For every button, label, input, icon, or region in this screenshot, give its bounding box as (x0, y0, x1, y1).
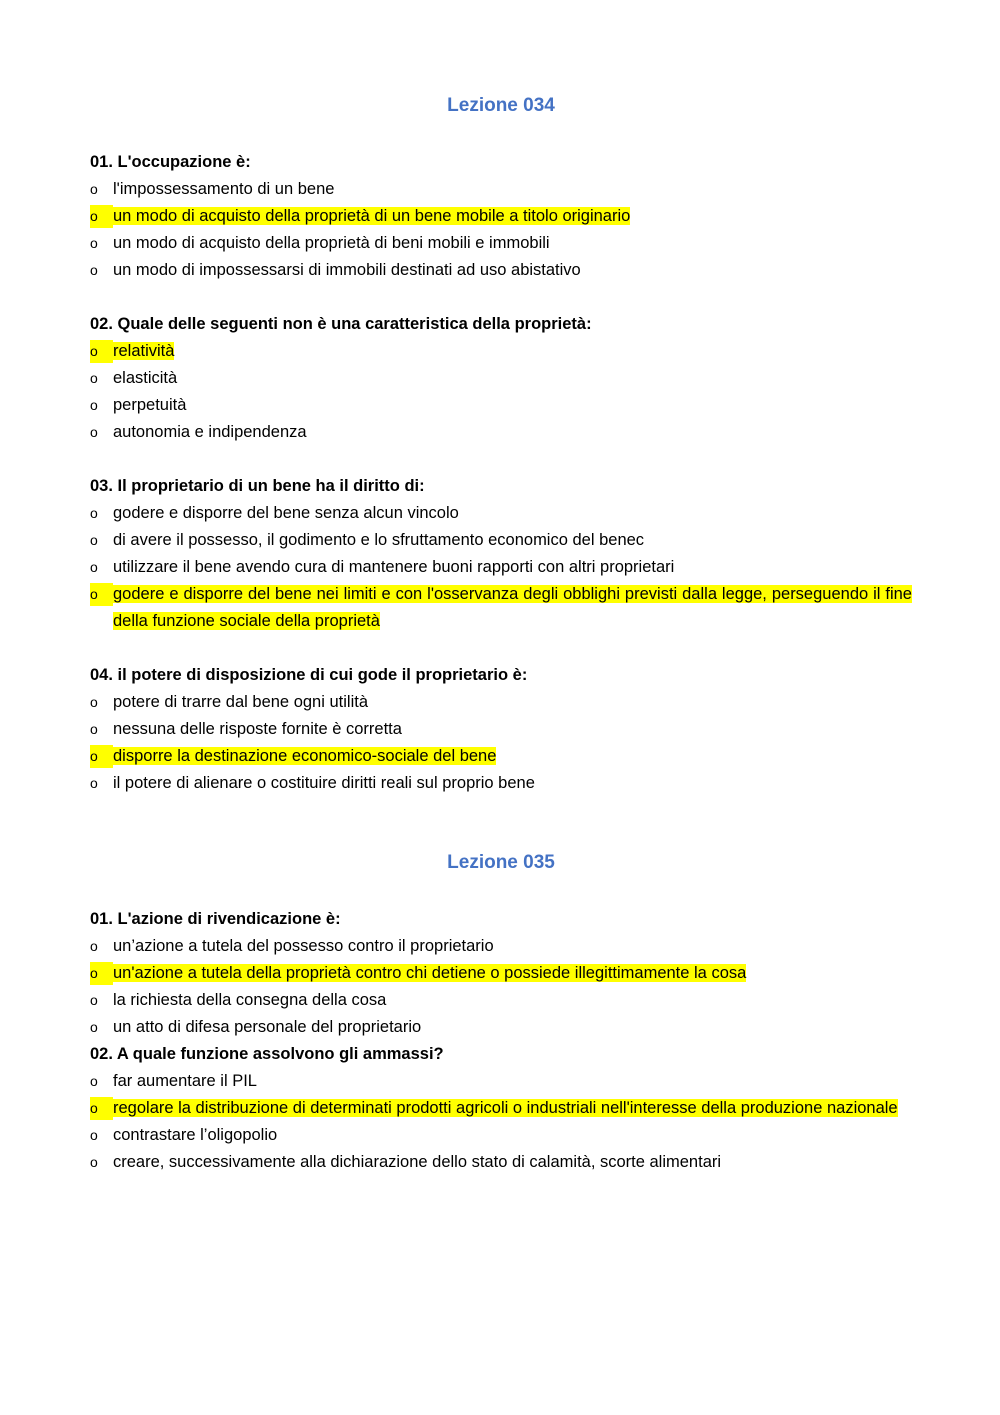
option-text: l'impossessamento di un bene (113, 180, 335, 198)
option-text: utilizzare il bene avendo cura di mantenere buoni rapporti con altri proprietari (113, 558, 675, 576)
question-block (90, 149, 912, 284)
answer-option (90, 257, 912, 284)
answer-option (90, 365, 912, 392)
bullet-glyph: o (90, 559, 98, 575)
document-page (90, 92, 912, 1203)
question-block (90, 311, 912, 446)
option-text: contrastare l’oligopolio (113, 1126, 278, 1144)
option-text: il potere di alienare o costituire diritti reali sul proprio bene (113, 774, 535, 792)
bullet-glyph: o (90, 505, 98, 521)
bullet-glyph: o (90, 340, 113, 363)
option-text: nessuna delle risposte fornite è corretta (113, 720, 402, 738)
answer-option (90, 176, 912, 203)
question-heading: 02. Quale delle seguenti non è una caratteristica della proprietà: (90, 315, 592, 333)
option-text: un’azione a tutela del possesso contro il proprietario (113, 937, 494, 955)
lesson-section (90, 849, 912, 1176)
answer-option-correct (90, 203, 912, 230)
answer-option (90, 1122, 912, 1149)
circle-bullet-icon (90, 419, 113, 446)
bullet-glyph: o (90, 694, 98, 710)
answer-option (90, 500, 912, 527)
answer-option (90, 419, 912, 446)
option-text: far aumentare il PIL (113, 1072, 257, 1090)
circle-bullet-icon (90, 203, 113, 230)
option-text: creare, successivamente alla dichiarazione dello stato di calamità, scorte alimentari (113, 1153, 722, 1171)
option-text: potere di trarre dal bene ogni utilità (113, 693, 368, 711)
answer-option (90, 689, 912, 716)
circle-bullet-icon (90, 960, 113, 987)
question-heading: 04. il potere di disposizione di cui gode il proprietario è: (90, 666, 528, 684)
question-list (90, 906, 912, 1176)
option-text: un atto di difesa personale del proprietario (113, 1018, 422, 1036)
question-heading: 02. A quale funzione assolvono gli ammassi? (90, 1045, 444, 1063)
option-text: godere e disporre del bene senza alcun vincolo (113, 504, 459, 522)
bullet-glyph: o (90, 235, 98, 251)
circle-bullet-icon (90, 392, 113, 419)
option-text: elasticità (113, 369, 178, 387)
lesson-title: Lezione 034 (447, 95, 555, 116)
answer-option (90, 1068, 912, 1095)
question-block (90, 662, 912, 797)
answer-option-correct (90, 581, 912, 635)
option-text: disporre la destinazione economico-sociale del bene (113, 747, 497, 765)
answer-option (90, 987, 912, 1014)
answer-option (90, 933, 912, 960)
circle-bullet-icon (90, 581, 113, 608)
option-text: un modo di impossessarsi di immobili destinati ad uso abistativo (113, 261, 581, 279)
circle-bullet-icon (90, 743, 113, 770)
circle-bullet-icon (90, 1014, 113, 1041)
answer-option-correct (90, 743, 912, 770)
bullet-glyph: o (90, 721, 98, 737)
bullet-glyph: o (90, 938, 98, 954)
answer-option (90, 770, 912, 797)
answer-option (90, 716, 912, 743)
option-text: godere e disporre del bene nei limiti e con l'osservanza degli obblighi previsti dalla legge, perseguendo il fine della funzione sociale della proprietà (113, 585, 912, 630)
bullet-glyph: o (90, 1127, 98, 1143)
circle-bullet-icon (90, 1122, 113, 1149)
option-text: regolare la distribuzione di determinati prodotti agricoli o industriali nell'interesse della produzione nazionale (113, 1099, 898, 1117)
lesson-title: Lezione 035 (447, 852, 555, 873)
bullet-glyph: o (90, 181, 98, 197)
option-text: perpetuità (113, 396, 187, 414)
bullet-glyph: o (90, 397, 98, 413)
bullet-glyph: o (90, 262, 98, 278)
circle-bullet-icon (90, 1149, 113, 1176)
bullet-glyph: o (90, 583, 113, 606)
circle-bullet-icon (90, 689, 113, 716)
question-heading: 03. Il proprietario di un bene ha il diritto di: (90, 477, 425, 495)
question-block (90, 1041, 912, 1176)
circle-bullet-icon (90, 176, 113, 203)
circle-bullet-icon (90, 933, 113, 960)
answer-option (90, 392, 912, 419)
option-text: relatività (113, 342, 175, 360)
bullet-glyph: o (90, 1019, 98, 1035)
answer-option (90, 1014, 912, 1041)
bullet-glyph: o (90, 992, 98, 1008)
answer-option-correct (90, 960, 912, 987)
circle-bullet-icon (90, 338, 113, 365)
bullet-glyph: o (90, 962, 113, 985)
option-text: un modo di acquisto della proprietà di beni mobili e immobili (113, 234, 550, 252)
option-text: un'azione a tutela della proprietà contro chi detiene o possiede illegittimamente la cosa (113, 964, 747, 982)
question-block (90, 906, 912, 1041)
circle-bullet-icon (90, 1095, 113, 1122)
option-text: un modo di acquisto della proprietà di un bene mobile a titolo originario (113, 207, 631, 225)
question-heading: 01. L'occupazione è: (90, 153, 251, 171)
bullet-glyph: o (90, 1097, 113, 1120)
circle-bullet-icon (90, 1068, 113, 1095)
circle-bullet-icon (90, 500, 113, 527)
circle-bullet-icon (90, 527, 113, 554)
option-text: di avere il possesso, il godimento e lo sfruttamento economico del benec (113, 531, 645, 549)
answer-option (90, 527, 912, 554)
bullet-glyph: o (90, 205, 113, 228)
lesson-section (90, 92, 912, 797)
bullet-glyph: o (90, 1073, 98, 1089)
option-text: autonomia e indipendenza (113, 423, 307, 441)
circle-bullet-icon (90, 230, 113, 257)
answer-option (90, 1149, 912, 1176)
bullet-glyph: o (90, 370, 98, 386)
circle-bullet-icon (90, 987, 113, 1014)
bullet-glyph: o (90, 775, 98, 791)
bullet-glyph: o (90, 1154, 98, 1170)
circle-bullet-icon (90, 554, 113, 581)
circle-bullet-icon (90, 365, 113, 392)
bullet-glyph: o (90, 424, 98, 440)
circle-bullet-icon (90, 716, 113, 743)
bullet-glyph: o (90, 532, 98, 548)
answer-option-correct (90, 1095, 912, 1122)
question-heading: 01. L'azione di rivendicazione è: (90, 910, 341, 928)
answer-option-correct (90, 338, 912, 365)
option-text: la richiesta della consegna della cosa (113, 991, 387, 1009)
question-block (90, 473, 912, 635)
question-list (90, 149, 912, 797)
bullet-glyph: o (90, 745, 113, 768)
circle-bullet-icon (90, 257, 113, 284)
answer-option (90, 230, 912, 257)
answer-option (90, 554, 912, 581)
circle-bullet-icon (90, 770, 113, 797)
